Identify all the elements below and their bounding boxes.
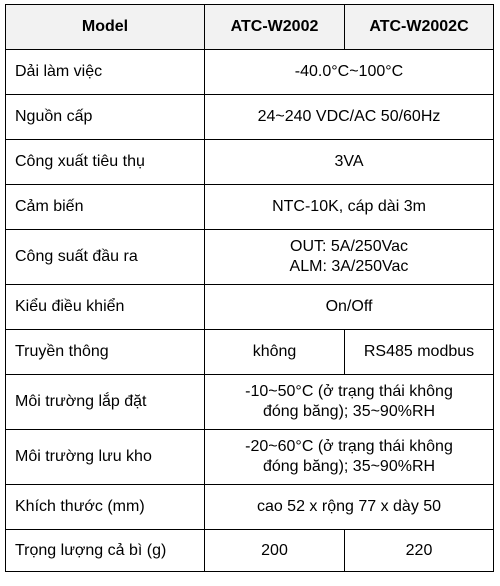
value-storage-env <box>205 430 494 485</box>
row-dimensions <box>6 485 494 530</box>
label-comm: Truyền thông <box>6 330 205 375</box>
spec-table <box>5 4 494 572</box>
value-dimensions: cao 52 x rộng 77 x dày 50 <box>205 485 494 530</box>
row-weight <box>6 530 494 572</box>
value-power: 24~240 VDC/AC 50/60Hz <box>205 95 494 140</box>
label-weight: Trọng lượng cả bì (g) <box>6 530 205 572</box>
row-consumption <box>6 140 494 185</box>
value-install-env-line1: -10~50°C (ở trạng thái không <box>245 383 453 400</box>
value-weight-w2002c: 220 <box>345 530 494 572</box>
model-col-atc-w2002c: ATC-W2002C <box>345 5 494 50</box>
row-output <box>6 230 494 285</box>
label-consumption: Công xuất tiêu thụ <box>6 140 205 185</box>
value-comm-w2002: không <box>205 330 345 375</box>
value-comm-w2002c: RS485 modbus <box>345 330 494 375</box>
row-control <box>6 285 494 330</box>
value-range: -40.0°C~100°C <box>205 50 494 95</box>
row-comm <box>6 330 494 375</box>
value-storage-env-line2: đóng băng); 35~90%RH <box>262 458 436 475</box>
value-storage-env-line1: -20~60°C (ở trạng thái không <box>245 438 453 455</box>
row-install-env <box>6 375 494 430</box>
label-storage-env: Môi trường lưu kho <box>6 430 205 485</box>
model-header: Model <box>6 5 205 50</box>
row-range <box>6 50 494 95</box>
label-dimensions: Khích thước (mm) <box>6 485 205 530</box>
label-sensor: Cảm biến <box>6 185 205 230</box>
header-row <box>6 5 494 50</box>
row-power <box>6 95 494 140</box>
value-output-line2: ALM: 3A/250Vac <box>289 258 409 275</box>
value-install-env-line2: đóng băng); 35~90%RH <box>262 403 436 420</box>
label-control: Kiểu điều khiển <box>6 285 205 330</box>
value-weight-w2002: 200 <box>205 530 345 572</box>
label-range: Dải làm việc <box>6 50 205 95</box>
value-output <box>205 230 494 285</box>
label-power: Nguồn cấp <box>6 95 205 140</box>
model-col-atc-w2002: ATC-W2002 <box>205 5 345 50</box>
value-sensor: NTC-10K, cáp dài 3m <box>205 185 494 230</box>
value-control: On/Off <box>205 285 494 330</box>
label-output: Công suất đầu ra <box>6 230 205 285</box>
label-install-env: Môi trường lắp đặt <box>6 375 205 430</box>
value-install-env <box>205 375 494 430</box>
row-sensor <box>6 185 494 230</box>
value-consumption: 3VA <box>205 140 494 185</box>
value-output-line1: OUT: 5A/250Vac <box>290 238 408 255</box>
row-storage-env <box>6 430 494 485</box>
